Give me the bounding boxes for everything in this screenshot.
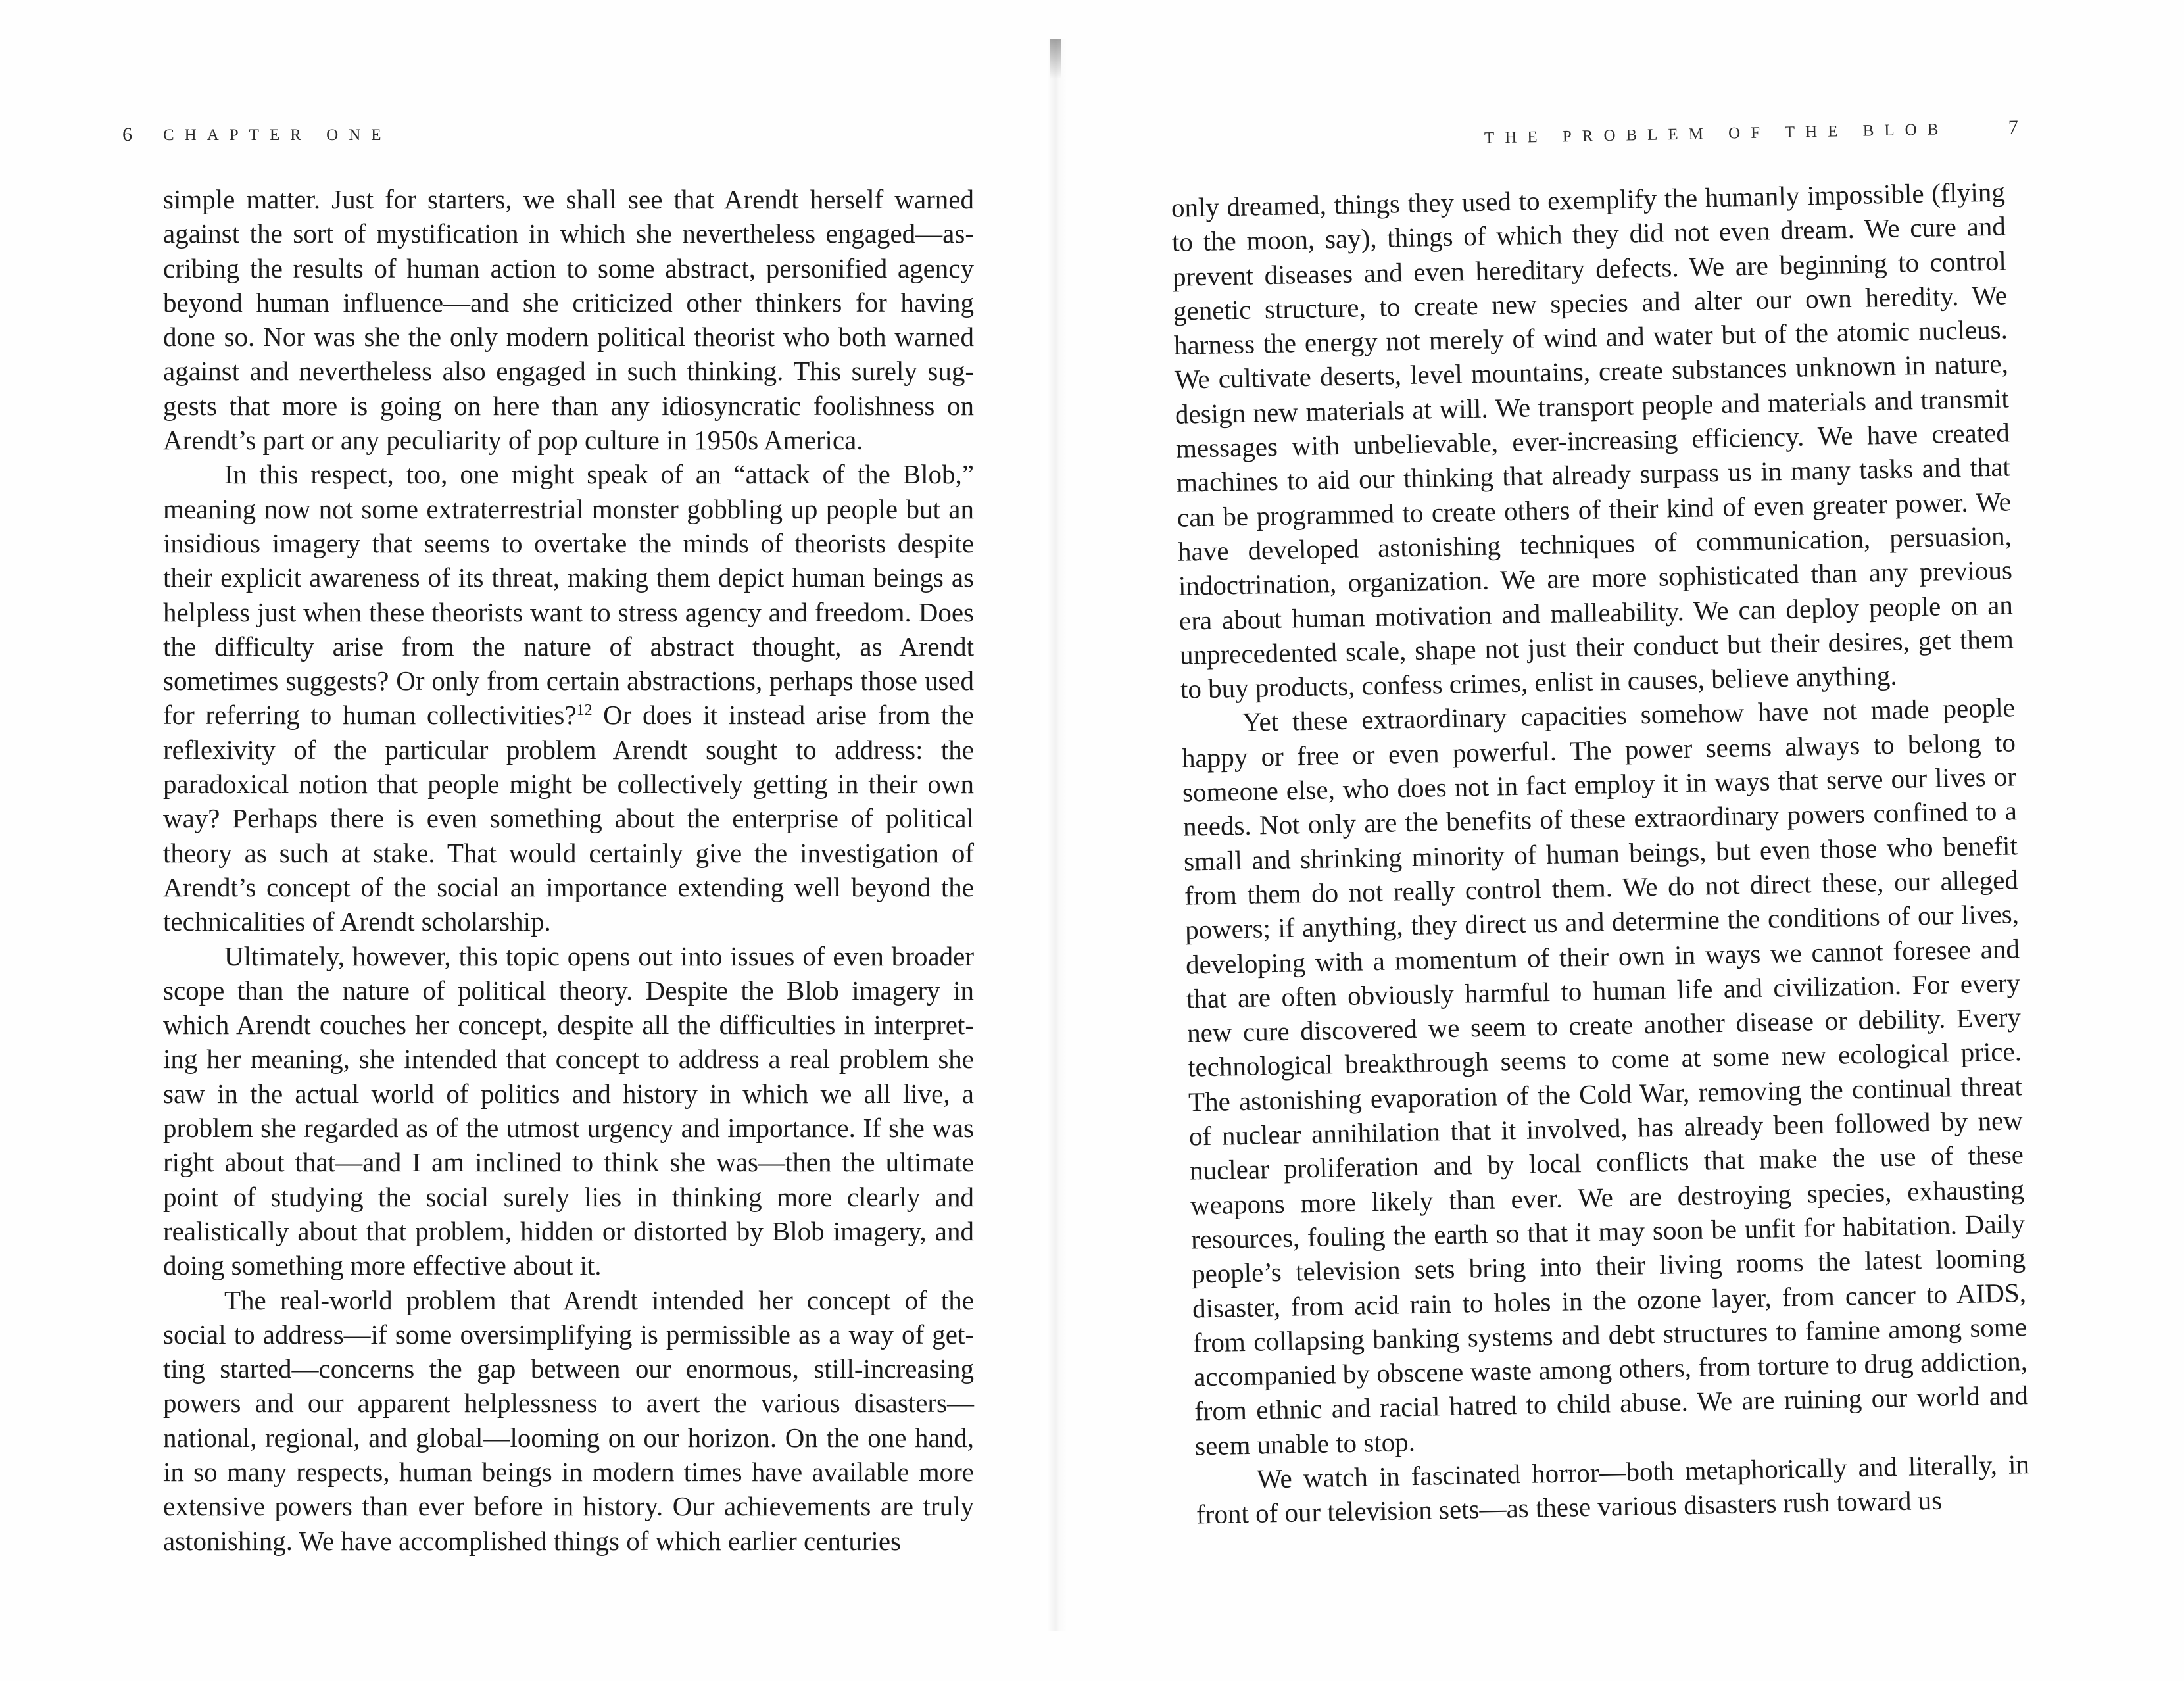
paragraph: The real-world problem that Arendt intended her concept of the social to address—if some oversimplifying is permissible as a way of getting started—concerns the gap between our enormous, still-increasing powers and our apparent helplessness to avert the various disasters— national, regional, and global—looming on our horizon. On the one hand, in so many respects, human beings in modern times have available more extensive powers than ever before in history. Our achievements are truly astonishing. We have accomplished things of which earlier centuries xyxy=(163,1284,974,1556)
paragraph: Yet these extraordinary capacities somehow have not made people happy or free or even powerful. The power seems always to belong to someone else, who does not in fact employ it in ways that serve our lives or needs. Not only are the benefits of these extraordinary powers confined to a small and shrinking minority of human beings, but even those who benefit from them do not really control them. We do not direct these, our alleged powers; if anything, they direct us and determine the conditions of our lives, developing with a momentum of their own in ways we cannot foresee and that are often obviously harmful to human life and civilization. For every new cure discovered we seem to create another disease or debility. Every technological breakthrough seems to come at some new ecological price. The astonishing evaporation of the Cold War, removing the continual threat of nuclear annihilation that it involved, has already been followed by new nuclear proliferation and by local conflicts that make the use of these weapons more likely than ever. We are destroying species, exhausting resources, fouling the earth so that it may soon be unfit for habitation. Daily people’s television sets bring into their living rooms the latest looming disaster, from acid rain to holes in the ozone layer, from cancer to AIDS, from collapsing banking systems and debt structures to famine among some accompanied by obscene waste among others, from torture to drug addiction, from ethnic and racial hatred to child abuse. We are ruining our world and seem unable to stop. xyxy=(1181,692,2029,1461)
right-page xyxy=(1059,0,2184,1681)
paragraph: Ultimately, however, this topic opens out into issues of even broader scope than the nature of political theory. Despite the Blob imagery in which Arendt couches her concept, despite all the difficulties in interpreting her meaning, she intended that concept to address a real problem she saw in the actual world of politics and history in which we all live, a problem she regarded as of the utmost urgency and importance. If she was right about that—and I am inclined to think she was—then the ultimate point of studying the social surely lies in thinking more clearly and realistically about that problem, hidden or distorted by Blob imagery, and doing something more effective about it. xyxy=(163,940,974,1281)
left-page xyxy=(0,0,1059,1681)
body-text xyxy=(163,182,974,1558)
paragraph: simple matter. Just for starters, we shall see that Arendt herself warned against the sort of mystification in which she nevertheless engaged—ascribing the results of human action to some abstract, personified agency beyond human influence—and she criticized other thinkers for having done so. Nor was she the only modern political theorist who both warned against and nevertheless also engaged in such thinking. This surely suggests that more is going on here than any idiosyncratic foolishness on Arendt’s part or any peculiarity of pop culture in 1950s America. xyxy=(163,184,974,456)
running-head: THE PROBLEM OF THE BLOB xyxy=(1484,120,1949,147)
paragraph-text: Or does it instead arise from the reflexivity of the particular problem Arendt sought to address: the paradoxical notion that people might be collectively getting in their own way? Perhaps there is even something about the enterprise of political theory as such at stake. That would certainly give the investigation of Arendt’s concept of the social an importance extending well beyond the technicalities of Arendt scholarship. xyxy=(163,700,975,937)
right-page-content xyxy=(1042,0,2184,1681)
body-text xyxy=(1171,174,2030,1532)
page-number: 6 xyxy=(122,124,132,145)
footnote-reference[interactable]: 12 xyxy=(576,702,593,719)
paragraph-text: In this respect, too, one might speak of an “attack of the Blob,” meaning now not some extraterrestrial monster gobbling up people but an insidious imagery that seems to overtake the minds of theorists despite their explicit awareness of its threat, making them depict human beings as helpless just when these theorists want to stress agency and freedom. Does the difficulty arise from the nature of abstract thought, as Arendt sometimes suggests? Or only from certain abstractions, perhaps those used for referring to human collectivities? xyxy=(163,459,974,731)
paragraph: We watch in fascinated horror—both metaphorically and literally, in front of our television sets—as these various disasters rush toward us xyxy=(1196,1449,2030,1530)
page-number: 7 xyxy=(2008,116,2019,139)
running-head: CHAPTER ONE xyxy=(163,126,392,144)
paragraph: only dreamed, things they used to exemplify the humanly impossible (flying to the moon, say), things of which they did not even dream. We cure and prevent diseases and even hereditary defects. We are beginning to control genetic structure, to create new species and alter our own heredity. We harness the energy not merely of wind and water but of the atomic nucleus. We cultivate deserts, level mountains, create substances unknown in nature, design new materials at will. We transport people and materials and transmit messages with unbelievable, ever-increasing efficiency. We have created machines to aid our thinking that already surpass us in many tasks and that can be programmed to create others of their kind of even greater power. We have developed astonishing techniques of communication, persuasion, indoctrination, organization. We are more sophisticated than any previous era about human motivation and malleability. We can deploy people on an unprecedented scale, shape not just their conduct but their desires, get them to buy products, confess crimes, enlist in causes, believe anything. xyxy=(1171,176,2014,704)
paragraph xyxy=(163,457,974,938)
